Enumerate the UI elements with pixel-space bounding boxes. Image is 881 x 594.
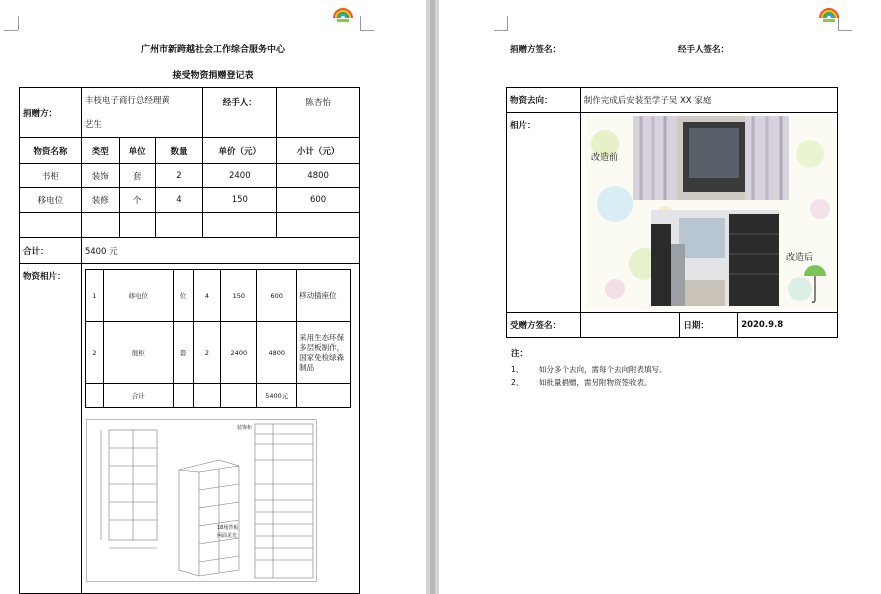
donor-value <box>81 88 203 138</box>
crop-mark <box>507 16 508 30</box>
cell-unit: 套 <box>119 164 155 188</box>
crop-mark <box>4 30 18 31</box>
header-item-name: 物资名称 <box>20 138 82 164</box>
before-after-photos <box>585 114 836 310</box>
cell-unit-price: 2400 <box>203 164 277 188</box>
table-row-empty <box>20 213 360 238</box>
spec-row <box>86 322 351 384</box>
crop-mark <box>360 30 374 31</box>
date-label: 日期： <box>680 313 738 338</box>
table-row <box>20 188 360 213</box>
cell-quantity: 2 <box>155 164 203 188</box>
spec-price: 2400 <box>221 322 257 384</box>
spec-unit: 套 <box>173 322 193 384</box>
cell-type: 装修 <box>81 188 119 213</box>
spec-sub: 4800 <box>257 322 297 384</box>
cell-quantity: 4 <box>155 188 203 213</box>
cell-type: 装饰 <box>81 164 119 188</box>
photo-label: 物资相片： <box>20 264 82 594</box>
spec-no: 1 <box>86 270 104 322</box>
cell-subtotal: 4800 <box>277 164 360 188</box>
donor-value-line2: 艺生 <box>84 119 102 130</box>
drawing-label: 18厘背板 <box>217 525 239 531</box>
spec-note: 移动插座位 <box>297 270 351 322</box>
spec-unit: 位 <box>173 270 193 322</box>
spec-name: 展柜 <box>103 322 173 384</box>
note-number: 2、 <box>511 378 524 387</box>
photo-label: 相片： <box>507 113 581 313</box>
cell-item-name: 移电位 <box>20 188 82 213</box>
note-text: 如分多个去向，需每个去向附表填写。 <box>539 365 667 374</box>
crop-mark <box>494 30 508 31</box>
crop-mark <box>838 30 852 31</box>
before-caption: 改造前 <box>591 153 619 163</box>
donor-value-line1: 丰枝电子商行总经理黄 <box>84 95 170 106</box>
spec-total-label: 合计 <box>103 384 173 408</box>
donor-label: 捐赠方： <box>20 88 82 138</box>
spec-sub: 600 <box>257 270 297 322</box>
umbrella-icon <box>802 264 828 304</box>
after-caption: 改造后 <box>786 253 814 263</box>
spec-row <box>86 270 351 322</box>
header-quantity: 数量 <box>155 138 203 164</box>
recipient-sign-value <box>580 313 680 338</box>
page-gutter <box>426 0 439 594</box>
spec-table <box>85 269 351 408</box>
org-title: 广州市新跨越社会工作综合服务中心 <box>140 45 285 55</box>
crop-mark <box>360 16 361 30</box>
spec-total-row <box>86 384 351 408</box>
recipient-sign-label: 受赠方签名： <box>507 313 581 338</box>
spec-note: 采用生态环保多层板制作，国家免检绿森制品 <box>297 322 351 384</box>
cell-unit: 个 <box>119 188 155 213</box>
left-page <box>0 0 426 594</box>
after-photo <box>651 210 779 306</box>
handler-label: 经手人： <box>203 88 277 138</box>
crop-mark <box>18 16 19 30</box>
note-label: 注： <box>511 349 529 359</box>
before-photo <box>633 116 789 200</box>
destination-label: 物资去向： <box>507 88 581 113</box>
header-unit-price: 单价（元） <box>203 138 277 164</box>
drawing-label: 两面见光 <box>217 533 238 539</box>
spec-no: 2 <box>86 322 104 384</box>
form-title: 接受物资捐赠登记表 <box>172 71 254 81</box>
header-unit: 单位 <box>119 138 155 164</box>
header-subtotal: 小计（元） <box>277 138 360 164</box>
rainbow-logo-icon <box>818 6 840 24</box>
spec-qty: 2 <box>193 322 221 384</box>
spec-name: 移电位 <box>103 270 173 322</box>
handler-sign-label: 经手人签名： <box>678 45 730 55</box>
header-type: 类型 <box>81 138 119 164</box>
note-text: 如批量捐赠，需另附物资签收表。 <box>539 378 652 387</box>
note-number: 1、 <box>511 365 524 374</box>
spec-total-value: 5400元 <box>257 384 297 408</box>
spec-qty: 4 <box>193 270 221 322</box>
cell-subtotal: 600 <box>277 188 360 213</box>
date-value: 2020.9.8 <box>738 313 838 338</box>
spec-price: 150 <box>221 270 257 322</box>
donor-sign-label: 捐赠方签名： <box>510 45 562 55</box>
cabinet-drawing-image <box>87 420 316 581</box>
rainbow-logo-icon <box>332 6 354 24</box>
cabinet-drawing <box>86 419 317 582</box>
cell-unit-price: 150 <box>203 188 277 213</box>
handler-value: 陈杏怡 <box>277 88 360 138</box>
table-row <box>20 164 360 188</box>
drawing-label: 装饰柜 <box>237 425 253 431</box>
cell-item-name: 书柜 <box>20 164 82 188</box>
total-label: 合计： <box>20 238 82 264</box>
destination-value: 制作完成后安装至学子吴 XX 家庭 <box>580 88 837 113</box>
right-page <box>439 0 881 594</box>
total-value: 5400 元 <box>81 238 359 264</box>
